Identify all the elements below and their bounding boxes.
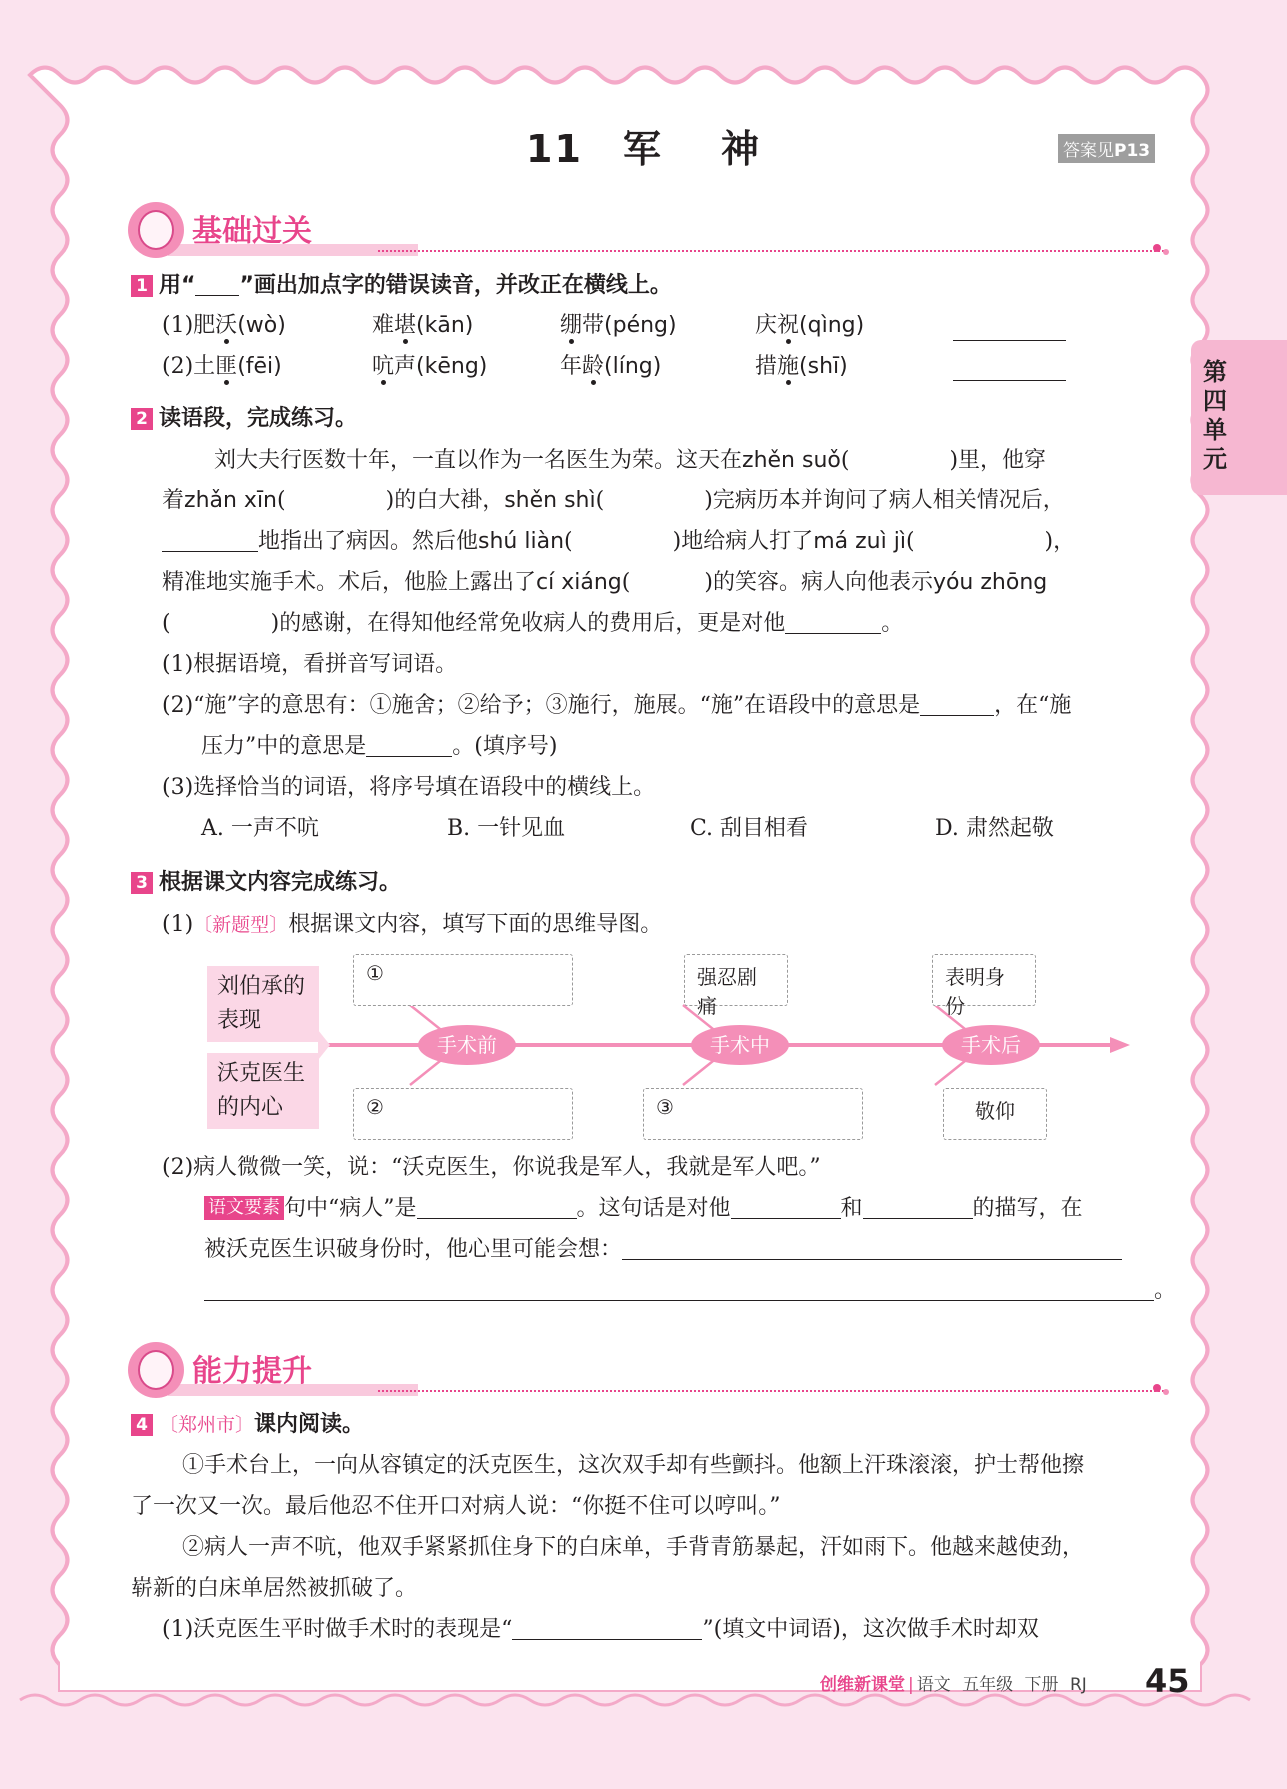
q1-row2-answer-line[interactable] xyxy=(953,358,1066,381)
section-ability-title: 能力提升 xyxy=(192,1354,312,1389)
mindmap-box-1[interactable]: ① xyxy=(353,954,573,1006)
title-char-2: 神 xyxy=(720,127,761,171)
mindmap-label-liu: 刘伯承的表现 xyxy=(207,966,319,1042)
q1-prompt: 1 用“ ”画出加点字的错误读音，并改正在横线上。 xyxy=(131,271,672,301)
mindmap-stage-after: 手术后 xyxy=(942,1025,1040,1065)
q1-row2-item4: 措施(shī) xyxy=(755,354,848,379)
q2-blank-2[interactable] xyxy=(785,611,881,634)
q2-sub2-blank-1[interactable] xyxy=(920,693,994,716)
q2-para-line5: ( )的感谢，在得知他经常免收病人的费用后，更是对他 。 xyxy=(162,611,904,636)
answer-reference: 答案见P13 xyxy=(1058,134,1155,163)
footer: 创维新课堂 | 语文 五年级 下册 RJ xyxy=(820,1675,1087,1695)
section-basic-header xyxy=(128,202,1168,260)
mindmap-box-3: 表明身份 xyxy=(932,954,1036,1006)
q3-blank-3[interactable] xyxy=(863,1196,973,1219)
q1-row1-answer-line[interactable] xyxy=(953,318,1066,341)
q1-row1-item4: 庆祝(qìng) xyxy=(755,313,865,338)
q4-para1-line2: 了一次又一次。最后他忍不住开口对病人说：“你挺不住可以哼叫。” xyxy=(131,1494,781,1519)
q2-sub1: (1)根据语境，看拼音写词语。 xyxy=(162,652,458,677)
mindmap-box-6: 敬仰 xyxy=(943,1088,1047,1140)
q2-prompt: 2 读语段，完成练习。 xyxy=(131,404,357,434)
section-ability-header xyxy=(128,1342,1168,1400)
region-tag: 〔郑州市〕 xyxy=(159,1414,255,1436)
q4-blank-1[interactable] xyxy=(512,1617,702,1640)
q4-para1-line1: ①手术台上，一向从容镇定的沃克医生，这次双手却有些颤抖。他额上汗珠滚滚，护士帮他擦 xyxy=(182,1453,1085,1478)
q2-para-line4: 精准地实施手术。术后，他脸上露出了cí xiáng( )的笑容。病人向他表示yóu zhōng xyxy=(162,570,1048,595)
q3-sub2: (2)病人微微一笑，说：“沃克医生，你说我是军人，我就是军人吧。” xyxy=(162,1155,821,1180)
q1-row2-item3: 年龄(líng) xyxy=(560,354,662,379)
q1-row2-item2: 吭声(kēng) xyxy=(372,354,488,379)
new-type-tag: 〔新题型〕 xyxy=(193,914,289,936)
q2-option-c: C. 刮目相看 xyxy=(690,816,809,841)
q3-sub2-answer-line: 。 xyxy=(204,1276,1176,1306)
q4-prompt: 4 〔郑州市〕课内阅读。 xyxy=(131,1410,364,1440)
dots-icon xyxy=(1153,1380,1171,1398)
unit-tab-label: 第四单元 xyxy=(1203,358,1227,473)
q4-para2-line1: ②病人一声不吭，他双手紧紧抓住身下的白床单，手背青筋暴起，汗如雨下。他越来越使劲， xyxy=(182,1535,1085,1560)
q1-row1-item3: 绷带(péng) xyxy=(560,313,677,338)
q3-blank-5[interactable] xyxy=(204,1278,1154,1301)
lesson-number: 11 xyxy=(526,127,583,171)
dots-icon xyxy=(1153,240,1171,258)
q3-sub2-question: 语文要素 句中“病人”是 。这句话是对他 和 的描写，在 xyxy=(204,1194,1083,1224)
q2-sub2: (2)“施”字的意思有：①施舍；②给予；③施行，施展。“施”在语段中的意思是 ，在“施 xyxy=(162,693,1072,718)
q2-option-a: A. 一声不吭 xyxy=(201,816,319,841)
q2-blank-1[interactable] xyxy=(162,529,258,552)
page-number: 45 xyxy=(1145,1662,1190,1700)
q2-sub3: (3)选择恰当的词语，将序号填在语段中的横线上。 xyxy=(162,775,656,800)
q2-para-line1: 刘大夫行医数十年，一直以作为一名医生为荣。这天在zhěn suǒ( )里，他穿 xyxy=(214,448,1047,473)
q2-option-d: D. 肃然起敬 xyxy=(935,816,1054,841)
q3-sub2-question-cont: 被沃克医生识破身份时，他心里可能会想： xyxy=(204,1235,1122,1265)
q2-para-line2: 着zhǎn xīn( )的白大褂，shěn shì( )完病历本并询问了病人相关情况后， xyxy=(162,488,1065,513)
q1-row1-item2: 难堪(kān) xyxy=(372,313,474,338)
q2-option-b: B. 一针见血 xyxy=(447,816,566,841)
mindmap-stage-during: 手术中 xyxy=(691,1025,789,1065)
q1-row2-item1: (2)土匪(fēi) xyxy=(162,354,282,379)
q3-blank-1[interactable] xyxy=(417,1196,577,1219)
q2-para-line3: 地指出了病因。然后他shú liàn( )地给病人打了má zuì jì( )， xyxy=(162,527,1075,557)
section-basic-title: 基础过关 xyxy=(192,214,312,249)
mindmap-label-walker: 沃克医生的内心 xyxy=(207,1053,319,1129)
monkey-icon xyxy=(128,202,184,258)
unit-tab xyxy=(1191,340,1287,495)
q3-sub1: (1)〔新题型〕根据课文内容，填写下面的思维导图。 xyxy=(162,912,663,937)
q3-blank-2[interactable] xyxy=(731,1196,841,1219)
monkey-icon xyxy=(128,1342,184,1398)
q2-sub2-blank-2[interactable] xyxy=(366,734,452,757)
q3-prompt: 3 根据课文内容完成练习。 xyxy=(131,868,401,898)
title-char-1: 军 xyxy=(622,127,663,171)
mindmap-box-4[interactable]: ② xyxy=(353,1088,573,1140)
footer-brand: 创维新课堂 xyxy=(820,1675,905,1695)
element-tag: 语文要素 xyxy=(204,1196,284,1220)
q1-row1-item1: (1)肥沃(wò) xyxy=(162,313,286,338)
mindmap-stage-before: 手术前 xyxy=(418,1025,516,1065)
q3-blank-4[interactable] xyxy=(622,1237,1122,1260)
q4-sub1: (1)沃克医生平时做手术时的表现是“ ”(填文中词语)，这次做手术时却双 xyxy=(162,1617,1039,1642)
q2-sub2-cont: 压力”中的意思是 。(填序号) xyxy=(201,734,558,759)
mindmap-box-2: 强忍剧痛 xyxy=(684,954,788,1006)
q4-para2-line2: 崭新的白床单居然被抓破了。 xyxy=(131,1576,418,1601)
mindmap-box-5[interactable]: ③ xyxy=(643,1088,863,1140)
